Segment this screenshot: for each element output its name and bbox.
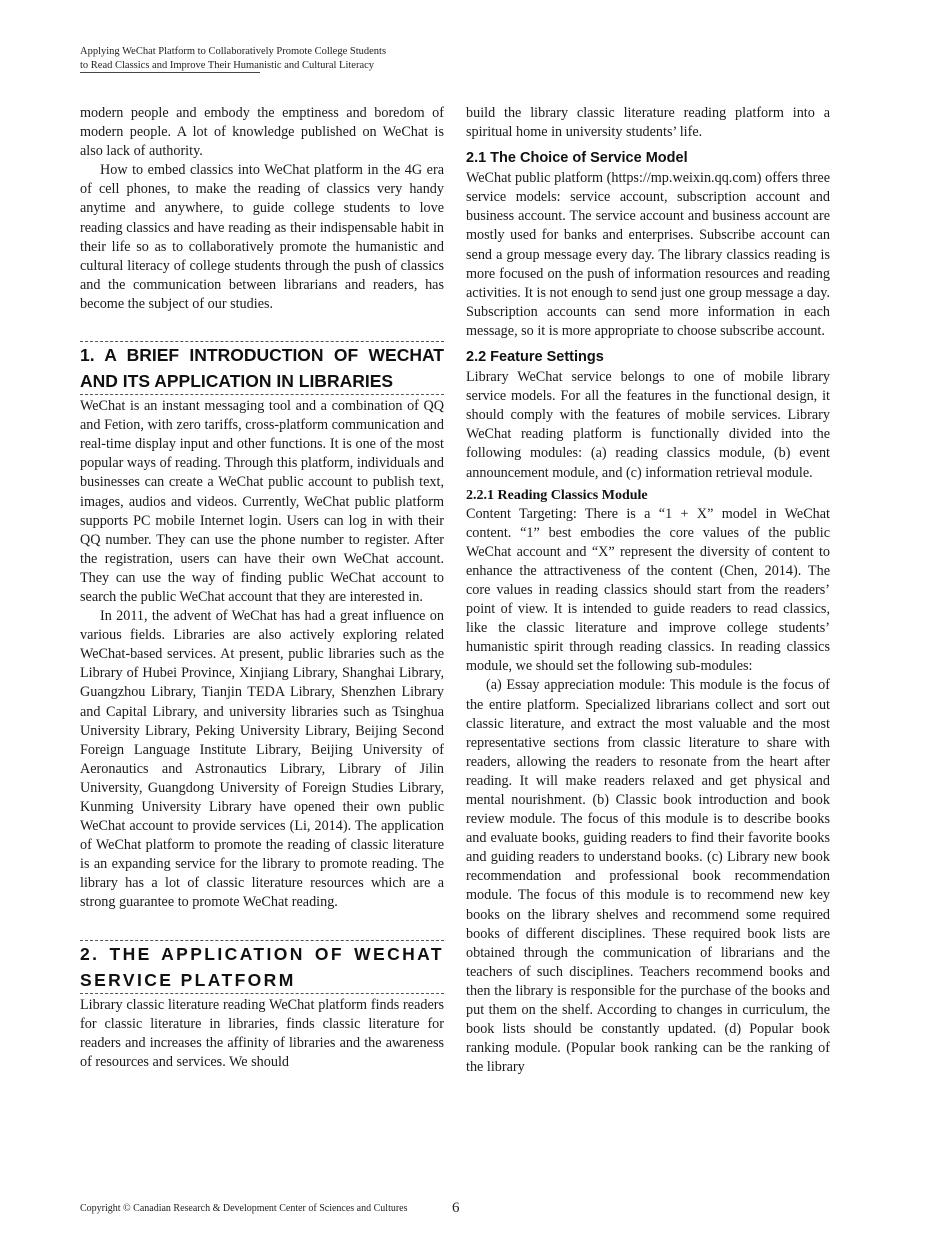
section-1-paragraph-1: WeChat is an instant messaging tool and a combination of QQ and Fetion, with zero tariffs, cross-platform communication and real-time display input and other functions. It is one of the most popular ways of reading. Through this platform, individuals and businesses can create a WeChat public account to publish text, images, audios and videos. Currently, WeChat public platform supports PC mobile Internet login. Users can log in with their QQ number. They can use the phone number to register. After the registration, users can have their own WeChat account. They can use the way of finding public WeChat account to search the public WeChat account that they are interested in.: [80, 398, 444, 605]
running-head: [80, 45, 480, 73]
running-head-underline: [80, 72, 260, 73]
section-2-paragraph-1: Library classic literature reading WeChat platform finds readers for classic literature in libraries, finds classic literature for readers and increases the affinity of libraries and the awareness of resources and services. We should: [80, 996, 444, 1070]
section-1-paragraph-2: In 2011, the advent of WeChat has had a great influence on various fields. Libraries are also actively exploring related WeChat-based services. At present, public libraries such as the Library of Hubei Province, Xinjiang Library, Shanghai Library, Guangzhou Library, Tianjin TEDA Library, Shenzhen Library and Capital Library, and university libraries such as Tsinghua University Library, Peking University Library, Beijing Second Foreign Language Institute Library, Beijing University of Aeronautics and Astronautics Library, Library of Jilin University, Guangdong University of Foreign Studies Library, Kunming University Library have opened their own public WeChat account to provide services (Li, 2014). The application of WeChat platform to promote the reading of classic literature is an expanding service for the library to promote reading. The library has a lot of classic literature resources which are a strong guarantee to promote WeChat reading.: [80, 608, 444, 911]
subsection-2-2-1-heading: 2.2.1 Reading Classics Module: [466, 487, 648, 503]
section-2-paragraph-continued: build the library classic literature reading platform into a spiritual home in university students’ life.: [466, 105, 830, 141]
intro-paragraph-2: How to embed classics into WeChat platform in the 4G era of cell phones, to make the reading of classics very handy anytime and anywhere, to guide college students to love reading classics and have reading as their indispensable habit in their life so as to collaboratively promote the humanistic and cultural literacy of college students through the push of classics and the communication between librarians and readers, has become the subject of our studies.: [80, 162, 444, 312]
running-head-line1: Applying WeChat Platform to Collaboratively Promote College Students: [80, 46, 387, 57]
right-column: [466, 104, 830, 1077]
footer-copyright: Copyright © Canadian Research & Development Center of Sciences and Cultures: [80, 1203, 408, 1214]
subsection-2-1-heading: 2.1 The Choice of Service Model: [466, 150, 688, 167]
subsection-2-2-1-paragraph-2: (a) Essay appreciation module: This module is the focus of the entire platform. Specialized librarians collect and sort out classic literature, and extract the most valuable and the most representative sections from classic literature to share with readers, allowing the readers to resonate from the heart after reading. It will make readers relaxed and get physical and mental nourishment. (b) Classic book introduction and book review module. The focus of this module is to describe books and evaluate books, guiding readers to find their favorite books and guiding readers to understand books. (c) Library new book recommendation and professional book recommendation module. The focus of this module is to recommend new key books on the library shelves and recommend some required books of different disciplines. These required book lists are obtained through the communication of librarians and the teachers of such disciplines. Teachers recommend books and then the library is responsible for the purchase of the books and put them on the shelf. According to changes in curriculum, the book lists should be constantly updated. (d) Popular book ranking module. (Popular book ranking can be the ranking of the library: [466, 677, 830, 1076]
running-head-line2-wrap: [80, 59, 374, 73]
section-2-heading: 2. THE APPLICATION OF WECHAT SERVICE PLATFORM: [80, 940, 444, 994]
section-1-heading: 1. A BRIEF INTRODUCTION OF WECHAT AND ITS APPLICATION IN LIBRARIES: [80, 341, 444, 395]
subsection-2-2-heading: 2.2 Feature Settings: [466, 349, 604, 366]
intro-paragraph-1: modern people and embody the emptiness and boredom of modern people. A lot of knowledge published on WeChat is also lack of authority.: [80, 105, 444, 160]
subsection-2-1-paragraph: WeChat public platform (https://mp.weixin.qq.com) offers three service models: service account, subscription account and business account. The service account and business account are mostly used for banks and enterprises. Subscribe account can send a group message every day. The library classics reading is more focused on the push of information resources and reading activities. It is not enough to send just one group message a day. Subscription accounts can send more information in each message, so it is more appropriate to choose subscribe account.: [466, 170, 830, 339]
subsection-2-2-1-paragraph-1: Content Targeting: There is a “1 + X” model in WeChat content. “1” best embodies the core values of the public WeChat account and “X” represent the diversity of content to enhance the attractiveness of the content (Chen, 2014). The core values in reading classics should start from the readers’ point of view. It is intended to guide readers to read classics, like the classic literature and improve college students’ humanistic spirit through reading classics. In reading classics module, we should set the following sub-modules:: [466, 505, 830, 675]
subsection-2-2-paragraph: Library WeChat service belongs to one of mobile library service models. For all the features in the functional design, it should comply with the features of mobile services. Library WeChat reading platform is functionally divided into the following modules: (a) reading classics module, (b) event announcement module, and (c) information retrieval module.: [466, 369, 830, 481]
running-head-line2: to Read Classics and Improve Their Humanistic and Cultural Literacy: [80, 60, 375, 71]
page-number: 6: [452, 1200, 460, 1216]
left-column: [80, 104, 444, 1072]
